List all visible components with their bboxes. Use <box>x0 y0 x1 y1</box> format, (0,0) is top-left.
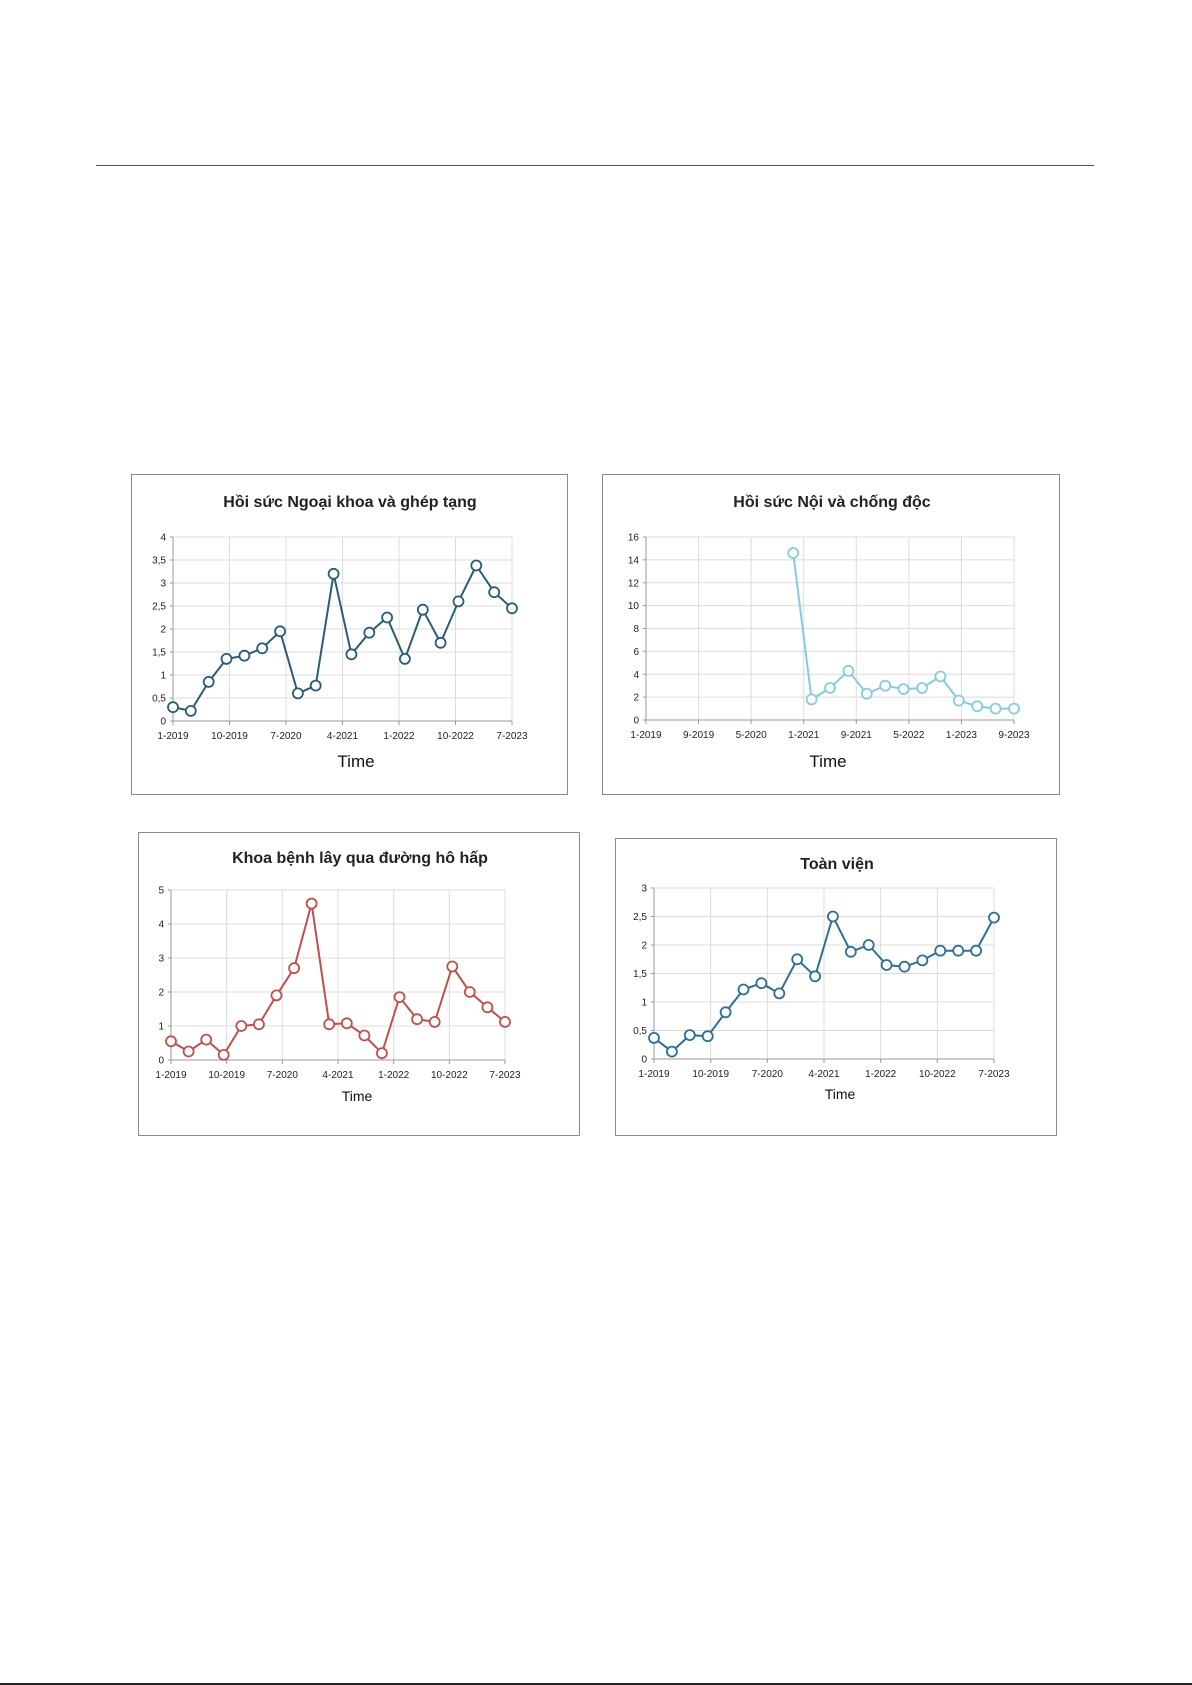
x-tick-label: 1-2019 <box>155 1070 187 1081</box>
y-tick-label: 16 <box>627 532 639 544</box>
data-point <box>880 681 890 691</box>
data-point <box>703 1031 713 1041</box>
data-point <box>204 677 214 687</box>
data-point <box>788 548 798 558</box>
x-tick-label: 10-2022 <box>918 1069 956 1080</box>
data-point <box>899 684 909 694</box>
y-tick-label: 4 <box>158 919 164 931</box>
data-point <box>272 990 282 1000</box>
data-point <box>257 643 267 653</box>
data-point <box>471 561 481 571</box>
data-point <box>954 696 964 706</box>
data-point <box>400 654 410 664</box>
data-point <box>342 1018 352 1028</box>
y-tick-label: 2,5 <box>633 912 647 923</box>
data-point <box>756 978 766 988</box>
data-point <box>507 603 517 613</box>
data-point <box>667 1047 677 1057</box>
x-tick-label: 10-2019 <box>208 1070 246 1081</box>
line-chart-surgical-icu <box>132 475 569 796</box>
x-tick-label: 1-2019 <box>638 1069 670 1080</box>
y-tick-label: 8 <box>633 624 639 635</box>
line-chart-respiratory-ward <box>139 833 581 1137</box>
data-point <box>219 1050 229 1060</box>
data-point <box>917 683 927 693</box>
data-point <box>307 899 317 909</box>
data-point <box>329 569 339 579</box>
data-point <box>862 689 872 699</box>
x-tick-label: 10-2019 <box>211 731 248 742</box>
data-point <box>239 651 249 661</box>
x-tick-label: 7-2020 <box>266 1070 298 1081</box>
data-point <box>807 694 817 704</box>
data-point <box>489 587 499 597</box>
data-point <box>739 985 749 995</box>
chart-title: Hồi sức Nội và chống độc <box>733 494 931 511</box>
y-tick-label: 1 <box>158 1021 164 1033</box>
data-point <box>846 947 856 957</box>
data-point <box>382 613 392 623</box>
data-point <box>346 649 356 659</box>
x-tick-label: 9-2021 <box>840 730 872 741</box>
x-axis-title: Time <box>809 752 847 771</box>
x-tick-label: 7-2023 <box>978 1069 1010 1080</box>
y-tick-label: 3 <box>641 883 647 895</box>
x-tick-label: 1-2021 <box>788 730 820 741</box>
y-tick-label: 3 <box>158 953 164 965</box>
data-point <box>412 1014 422 1024</box>
x-tick-label: 1-2023 <box>945 730 977 741</box>
x-tick-label: 10-2022 <box>430 1070 468 1081</box>
data-point <box>359 1031 369 1041</box>
x-tick-label: 1-2019 <box>630 730 662 741</box>
y-tick-label: 0 <box>160 716 166 728</box>
x-tick-label: 7-2020 <box>270 731 302 742</box>
y-tick-label: 0,5 <box>633 1026 647 1037</box>
x-axis-title: Time <box>824 1086 856 1102</box>
x-tick-label: 5-2022 <box>893 730 925 741</box>
y-tick-label: 14 <box>627 555 639 567</box>
data-point <box>447 962 457 972</box>
data-point <box>991 704 1001 714</box>
x-tick-label: 7-2020 <box>751 1069 783 1080</box>
data-point <box>166 1036 176 1046</box>
x-tick-label: 7-2023 <box>496 731 528 742</box>
y-tick-label: 4 <box>160 532 166 544</box>
data-point <box>721 1007 731 1017</box>
data-point <box>882 960 892 970</box>
x-tick-label: 10-2022 <box>437 731 474 742</box>
data-point <box>971 946 981 956</box>
data-point <box>184 1047 194 1057</box>
data-point <box>377 1048 387 1058</box>
y-tick-label: 1 <box>160 670 166 682</box>
y-tick-label: 3 <box>160 578 166 590</box>
x-tick-label: 9-2023 <box>998 730 1030 741</box>
y-tick-label: 0 <box>633 715 639 727</box>
data-point <box>972 701 982 711</box>
y-tick-label: 6 <box>633 646 639 658</box>
data-point <box>864 940 874 950</box>
x-tick-label: 4-2021 <box>326 731 359 742</box>
data-point <box>917 955 927 965</box>
data-point <box>454 596 464 606</box>
x-tick-label: 1-2022 <box>383 731 415 742</box>
data-point <box>289 963 299 973</box>
chart-panel-medical-icu <box>602 474 1060 795</box>
data-point <box>900 962 910 972</box>
y-tick-label: 12 <box>627 578 639 590</box>
x-tick-label: 4-2021 <box>322 1070 354 1081</box>
y-tick-label: 2 <box>160 624 166 636</box>
chart-title: Toàn viện <box>800 856 874 873</box>
data-point <box>201 1035 211 1045</box>
chart-panel-whole-hospital <box>615 838 1057 1136</box>
y-tick-label: 2 <box>641 940 647 952</box>
data-point <box>685 1030 695 1040</box>
data-point <box>254 1019 264 1029</box>
data-point <box>222 654 232 664</box>
x-axis-title: Time <box>337 752 375 771</box>
x-tick-label: 7-2023 <box>489 1070 521 1081</box>
chart-panel-surgical-icu <box>131 474 568 795</box>
data-point <box>935 946 945 956</box>
x-tick-label: 5-2020 <box>735 730 767 741</box>
data-point <box>810 971 820 981</box>
y-tick-label: 4 <box>633 669 639 681</box>
x-tick-label: 4-2021 <box>808 1069 840 1080</box>
x-tick-label: 1-2019 <box>157 731 189 742</box>
data-point <box>168 702 178 712</box>
x-axis-title: Time <box>341 1088 373 1104</box>
data-point <box>792 954 802 964</box>
y-tick-label: 1,5 <box>633 969 647 980</box>
data-point <box>843 666 853 676</box>
chart-title: Hồi sức Ngoại khoa và ghép tạng <box>223 494 477 511</box>
x-tick-label: 1-2022 <box>865 1069 897 1080</box>
data-point <box>828 912 838 922</box>
y-tick-label: 2,5 <box>152 601 166 613</box>
y-tick-label: 2 <box>633 692 639 704</box>
data-point <box>482 1002 492 1012</box>
data-point <box>275 626 285 636</box>
data-point <box>430 1017 440 1027</box>
chart-title: Khoa bệnh lây qua đường hô hấp <box>232 850 488 867</box>
data-point <box>935 672 945 682</box>
data-point <box>324 1019 334 1029</box>
data-point <box>774 988 784 998</box>
y-tick-label: 1,5 <box>152 647 166 659</box>
data-point <box>1009 704 1019 714</box>
x-tick-label: 1-2022 <box>378 1070 410 1081</box>
chart-panel-respiratory-ward <box>138 832 580 1136</box>
data-point <box>649 1033 659 1043</box>
y-tick-label: 2 <box>158 987 164 999</box>
y-tick-label: 0,5 <box>152 693 166 705</box>
y-tick-label: 3,5 <box>152 555 166 567</box>
line-chart-medical-icu <box>603 475 1061 796</box>
y-tick-label: 10 <box>627 601 639 613</box>
data-point <box>236 1021 246 1031</box>
data-point <box>418 605 428 615</box>
x-tick-label: 9-2019 <box>683 730 715 741</box>
data-point <box>989 913 999 923</box>
data-point <box>186 706 196 716</box>
y-tick-label: 5 <box>158 885 164 897</box>
data-point <box>953 946 963 956</box>
y-tick-label: 1 <box>641 997 647 1009</box>
y-tick-label: 0 <box>158 1055 164 1067</box>
data-point <box>500 1017 510 1027</box>
data-point <box>293 688 303 698</box>
line-chart-whole-hospital <box>616 839 1058 1137</box>
y-tick-label: 0 <box>641 1054 647 1066</box>
data-point <box>395 992 405 1002</box>
x-tick-label: 10-2019 <box>692 1069 730 1080</box>
data-point <box>436 638 446 648</box>
top-rule <box>96 165 1094 166</box>
data-point <box>465 987 475 997</box>
data-point <box>825 683 835 693</box>
data-point <box>311 681 321 691</box>
data-point <box>364 628 374 638</box>
